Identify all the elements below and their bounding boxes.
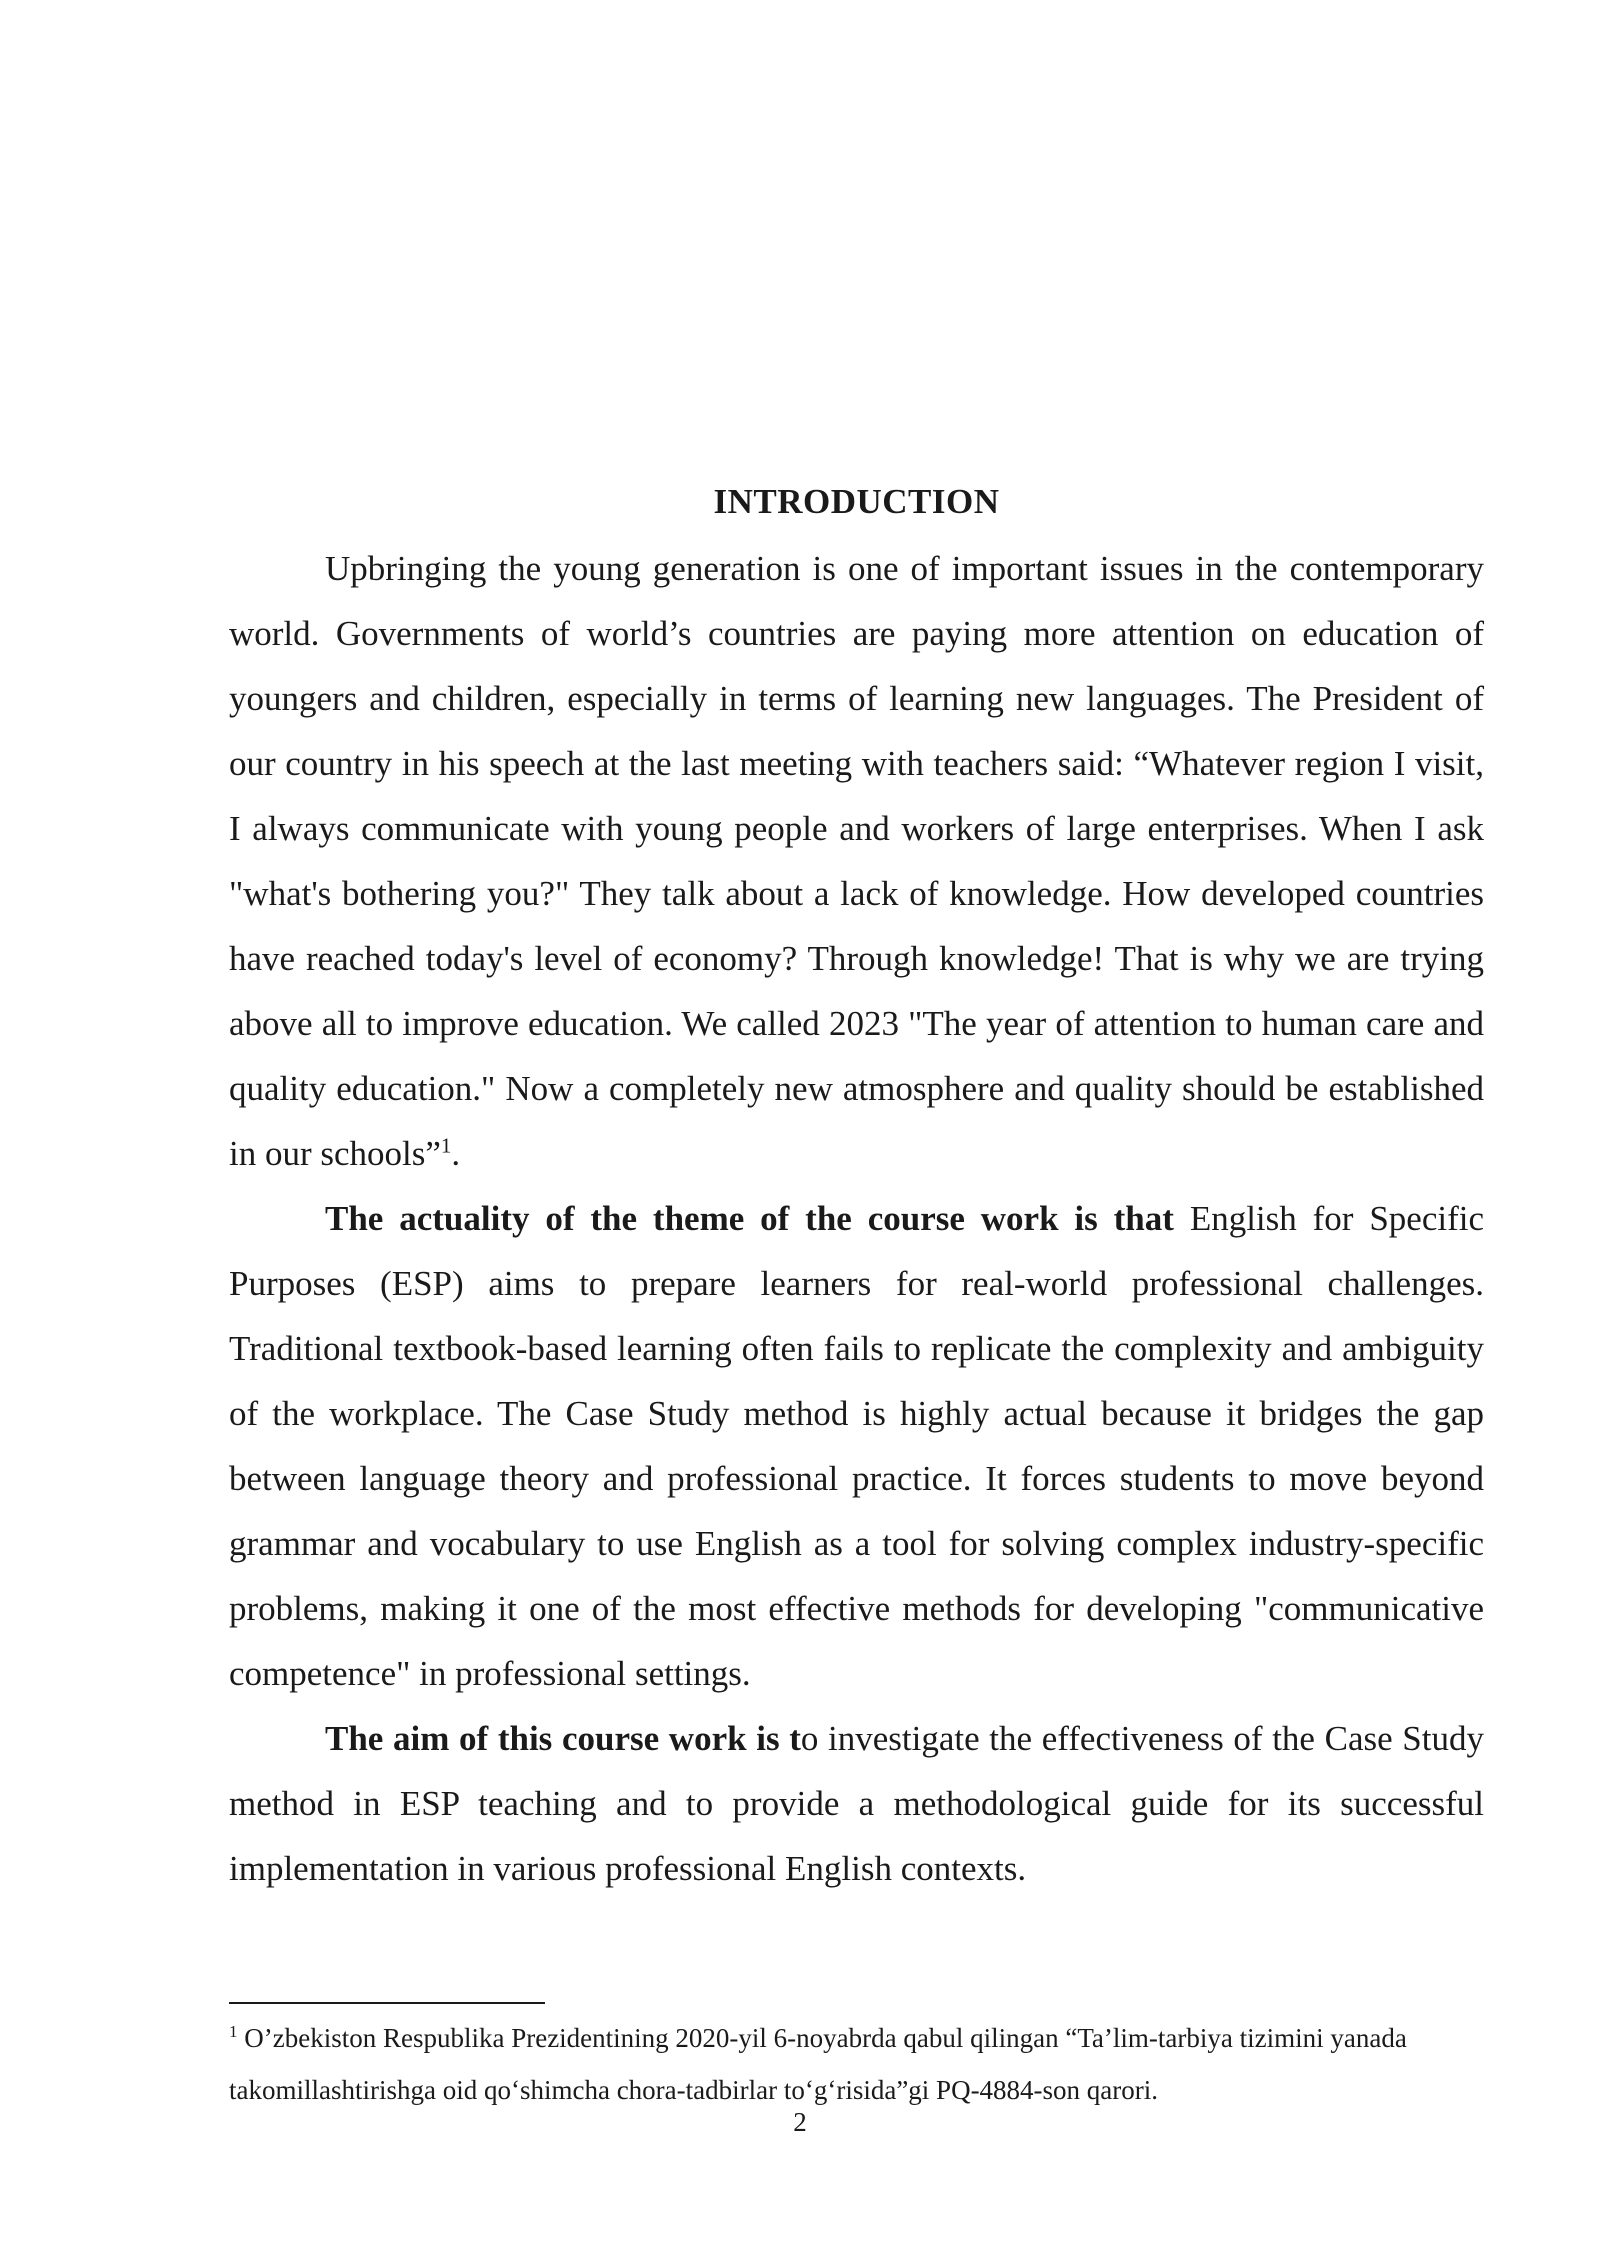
paragraph-intro-tail: . — [451, 1134, 461, 1173]
paragraph-aim — [229, 1706, 1484, 1901]
paragraph-intro — [229, 536, 1484, 1186]
page-number: 2 — [793, 2107, 807, 2137]
main-content — [229, 474, 1484, 1901]
footnote-separator — [229, 2002, 545, 2004]
page-title: INTRODUCTION — [713, 482, 1000, 521]
paragraph-actuality — [229, 1186, 1484, 1706]
paragraph-actuality-text: English for Specific Purposes (ESP) aims to prepare learners for real-world professional challenges. Traditional textbook-based learning often fails to replicate the complexity and ambiguity of the workplace. The Case Study method is highly actual because it bridges the gap between language theory and professional practice. It forces students to move beyond grammar and vocabulary to use English as a tool for solving complex industry-specific problems, making it one of the most effective methods for developing "communicative competence" in professional settings. — [229, 1199, 1485, 1693]
paragraph-intro-text: Upbringing the young generation is one of important issues in the contemporary world. Governments of world’s countries are paying more attention on education of youngers and children, especially in terms of learning new languages. The President of our country in his speech at the last meeting with teachers said: “Whatever region I visit, I always communicate with young people and workers of large enterprises. When I ask "what's bothering you?" They talk about a lack of knowledge. How developed countries have reached today's level of economy? Through knowledge! That is why we are trying above all to improve education. We called 2023 "The year of attention to human care and quality education." Now a completely new atmosphere and quality should be established in our schools” — [229, 549, 1484, 1173]
footnote-text: O’zbekiston Respublika Prezidentining 2020-yil 6-noyabrda qabul qilingan “Ta’lim-tarbiya tizimini yanada takomillashtirishga oid qo‘shimcha chora-tadbirlar to‘g‘risida”gi PQ-4884-son qarori. — [229, 2023, 1407, 2105]
footnote — [229, 2012, 1484, 2116]
paragraph-aim-text: o investigate the effectiveness of the Case Study method in ESP teaching and to provide a methodological guide for its successful implementation in various professional English contexts. — [229, 1719, 1484, 1888]
footnote-reference[interactable]: 1 — [440, 1133, 452, 1158]
paragraph-actuality-lead: The actuality of the theme of the course work is that — [325, 1199, 1174, 1238]
paragraph-aim-lead: The aim of this course work is t — [325, 1719, 801, 1758]
footnote-marker: 1 — [229, 2022, 238, 2041]
